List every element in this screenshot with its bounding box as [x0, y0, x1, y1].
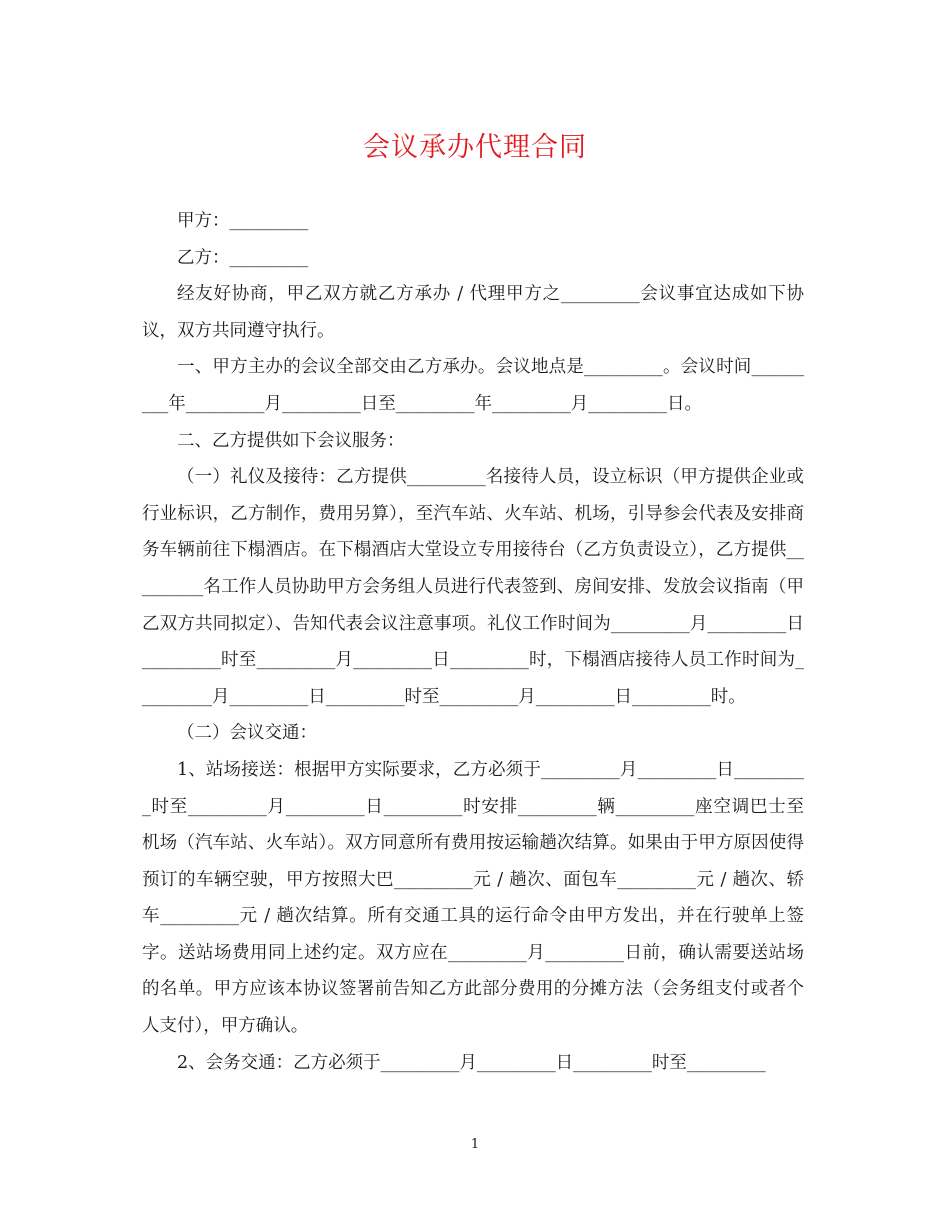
document-body [142, 203, 804, 1081]
clause-2-1-paragraph: （一）礼仪及接待：乙方提供_________名接待人员，设立标识（甲方提供企业或行业标识，乙方制作，费用另算），至汽车站、火车站、机场，引导参会代表及安排商务车辆前往下榻酒店。在下榻酒店大堂设立专用接待台（乙方负责设立），乙方提供_________名工作人员协助甲方会务组人员进行代表签到、房间安排、发放会议指南（甲乙双方共同拟定）、告知代表会议注意事项。礼仪工作时间为_________月_________日_________时至_________月_________日_________时，下榻酒店接待人员工作时间为_________月_________日_________时至_________月_________日_________时。 [142, 467, 804, 707]
preamble-paragraph: 经友好协商，甲乙双方就乙方承办 / 代理甲方之_________会议事宜达成如下协议，双方共同遵守执行。 [142, 284, 804, 341]
clause-1-paragraph: 一、甲方主办的会议全部交由乙方承办。会议地点是_________。会议时间_________年_________月_________日至_________年_________月_________日。 [142, 357, 804, 414]
clause-2-heading: 二、乙方提供如下会议服务： [177, 430, 405, 451]
clause-2-2-1-paragraph: 1、站场接送：根据甲方实际要求，乙方必须于_________月_________日_________时至_________月_________日_________时安排_________辆_________座空调巴士至机场（汽车站、火车站）。双方同意所有费用按运输趟次结算。如果由于甲方原因使得预订的车辆空驶，甲方按照大巴_________元 / 趟次、面包车_________元 / 趟次、轿车_________元 / 趟次结算。所有交通工具的运行命令由甲方发出，并在行驶单上签字。送站场费用同上述约定。双方应在_________月_________日前，确认需要送站场的名单。甲方应该本协议签署前告知乙方此部分费用的分摊方法（会务组支付或者个人支付），甲方确认。 [142, 759, 804, 1037]
page-number: 1 [470, 1137, 480, 1152]
clause-2-2-heading: （二）会议交通： [177, 723, 317, 744]
party-b-line: 乙方：_________ [177, 247, 309, 268]
party-a-line: 甲方：_________ [177, 211, 309, 231]
document-title: 会议承办代理合同 [363, 132, 587, 163]
clause-2-2-2-paragraph: 2、会务交通：乙方必须于_________月_________日_________时至_________ [177, 1052, 766, 1073]
